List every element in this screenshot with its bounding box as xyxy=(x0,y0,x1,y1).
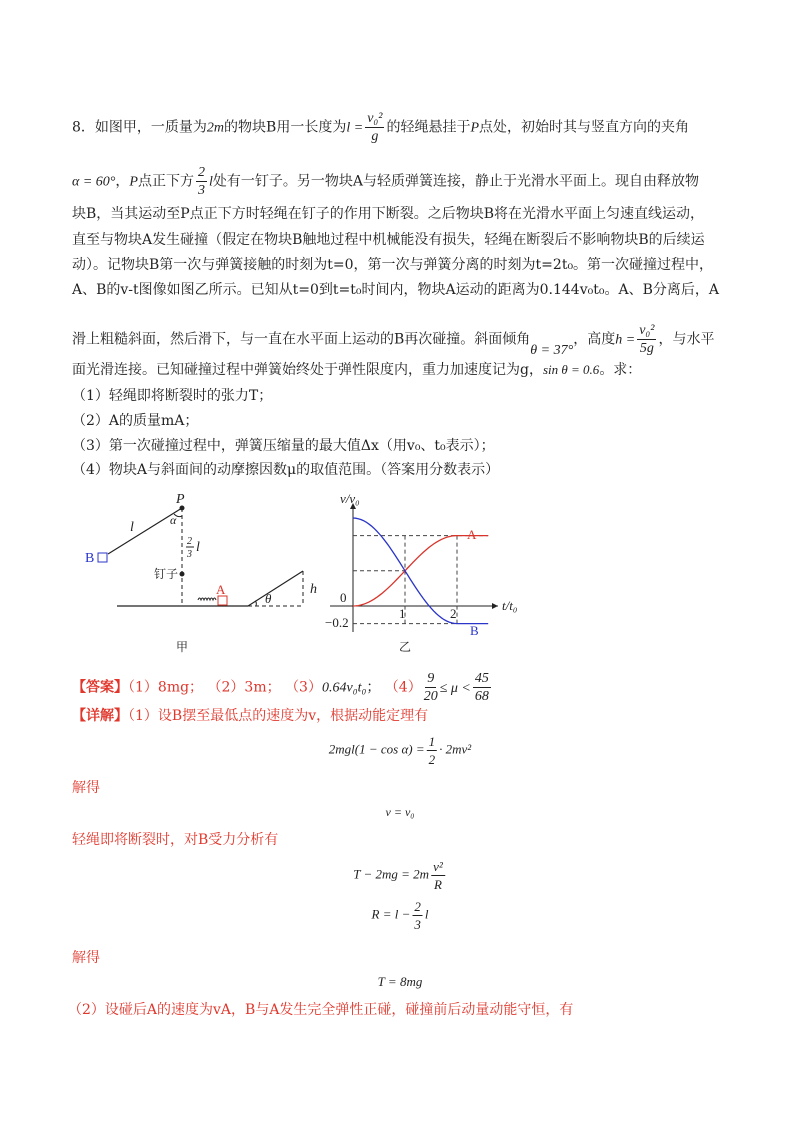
denominator: g xyxy=(371,129,379,144)
numerator: 2 xyxy=(197,165,205,180)
math: l xyxy=(424,906,429,922)
answer-2: （2）3m； xyxy=(207,679,281,696)
denominator: 20 xyxy=(423,689,438,704)
text: ，与水平 xyxy=(658,331,715,348)
nail-point xyxy=(180,572,184,576)
solution-line-2: 轻绳即将断裂时，对B受力分析有 xyxy=(72,832,279,848)
y-axis-label: v/v₀ xyxy=(340,491,360,506)
x-axis-label: t/t₀ xyxy=(502,598,518,613)
math: P xyxy=(470,120,480,136)
x-axis-arrow xyxy=(492,603,498,609)
solution-tag: 【详解】 xyxy=(72,708,128,724)
spring xyxy=(198,598,216,600)
problem-line-6: A、B的v-t图像如图乙所示。已知从t=0到t=t₀时间内，物块A运动的距离为0.144v₀t₀。A、B分离后，A xyxy=(72,282,719,298)
answer-3: 0.64v₀t₀ xyxy=(321,680,367,696)
text: 处有一钉子。另一物块A与轻质弹簧连接，静止于光滑水平面上。现自由释放物 xyxy=(212,173,699,190)
figure-yi-chart xyxy=(330,503,498,632)
text: 滑上粗糙斜面，然后滑下，与一直在水平面上运动的B再次碰撞。斜面倾角 xyxy=(72,331,531,348)
block-a xyxy=(218,596,227,605)
fraction xyxy=(431,858,445,893)
series-label-b: B xyxy=(470,623,479,638)
math: α = 60° xyxy=(72,174,116,190)
problem-line-5: 动）。记物块B第一次与弹簧接触的时刻为t=0，第一次与弹簧分离的时刻为t=2t₀。第一次碰撞过程中， xyxy=(72,257,714,273)
math: θ = 37° xyxy=(530,342,574,358)
caption-jia: 甲 xyxy=(176,640,189,654)
denominator: 68 xyxy=(474,689,489,704)
label-frac-den: 3 xyxy=(187,549,192,560)
text: ，高度 xyxy=(573,331,616,348)
text: 8．如图甲，一质量为 xyxy=(72,119,207,136)
math: 2mgl(1 − cos α) = xyxy=(328,741,425,757)
solution-line-3: （2）设碰后A的速度为vA，B与A发生完全弹性正碰，碰撞前后动量动能守恒，有 xyxy=(68,1002,574,1018)
question-4: （4）物块A与斜面间的动摩擦因数μ的取值范围。（答案用分数表示） xyxy=(72,462,500,478)
question-3: （3）第一次碰撞过程中，弹簧压缩量的最大值Δx（用v₀、t₀表示）； xyxy=(72,438,495,454)
tick-label-neg: −0.2 xyxy=(325,615,349,630)
fraction xyxy=(412,898,423,933)
series-label-a: A xyxy=(467,527,477,542)
tick-label-zero: 0 xyxy=(340,590,347,605)
answer-line xyxy=(72,670,493,705)
text: 的物块B用一长度为 xyxy=(224,119,347,136)
math: T − 2mg = 2m xyxy=(353,866,430,882)
denominator: 5g xyxy=(639,341,654,356)
label-a: A xyxy=(216,582,226,597)
text: 点处，初始时其与竖直方向的夹角 xyxy=(479,119,690,136)
math: 2m xyxy=(206,120,225,136)
equation-t: T = 8mg xyxy=(377,974,423,989)
label-frac-num: 2 xyxy=(187,536,192,547)
denominator: 2 xyxy=(428,752,436,767)
math: h = xyxy=(615,332,636,348)
numerator: 2 xyxy=(414,899,421,914)
denominator: 3 xyxy=(414,917,421,932)
math: P xyxy=(129,174,138,190)
denominator: R xyxy=(433,877,442,892)
answer-4-prefix: （4） xyxy=(384,679,422,696)
label-h: h xyxy=(310,582,317,597)
text: 点正下方 xyxy=(137,173,194,190)
numerator: 1 xyxy=(428,734,436,749)
math: ≤ μ < xyxy=(439,680,471,696)
label-nail: 钉子 xyxy=(154,567,179,581)
label-p: P xyxy=(176,492,185,507)
fraction xyxy=(427,733,438,768)
numerator: v² xyxy=(433,859,443,874)
text: （1）设B摆至最低点的速度为v，根据动能定理有 xyxy=(128,708,429,724)
math: R = l − xyxy=(371,906,411,922)
math: l = xyxy=(346,120,364,136)
numerator: v₀² xyxy=(367,111,383,126)
solve-label: 解得 xyxy=(72,950,100,966)
answer-1: （1）8mg； xyxy=(128,679,204,696)
label-frac-l: l xyxy=(196,540,200,555)
problem-line-4: 直至与物块A发生碰撞（假定在物块B触地过程中机械能没有损失，轻绳在断裂后不影响物块B的后续运 xyxy=(72,232,705,248)
caption-yi: 乙 xyxy=(399,640,412,654)
block-b xyxy=(98,553,107,562)
incline-line xyxy=(248,571,303,606)
equation-energy xyxy=(329,733,471,768)
tick-label-2: 2 xyxy=(450,606,457,621)
numerator: 9 xyxy=(427,671,435,686)
solution-line-1 xyxy=(72,706,428,726)
question-2: （2）A的质量mA； xyxy=(72,413,199,429)
math: l xyxy=(208,174,213,190)
figure-jia xyxy=(98,506,303,606)
answer-4 xyxy=(422,671,493,704)
text: 面光滑连接。已知碰撞过程中弹簧始终处于弹性限度内，重力加速度记为g， xyxy=(72,362,543,378)
fraction xyxy=(424,670,438,705)
equation-v: v = v₀ xyxy=(385,805,415,819)
text: 。求： xyxy=(599,362,642,378)
text: ， xyxy=(115,173,130,190)
problem-line-3: 块B，当其运动至P点正下方时轻绳在钉子的作用下断裂。之后物块B将在光滑水平面上匀速直线运动， xyxy=(72,206,704,222)
label-b: B xyxy=(85,551,95,566)
answer-tag: 【答案】 xyxy=(72,679,128,696)
label-alpha: α xyxy=(170,513,177,527)
tick-label-1: 1 xyxy=(399,606,406,621)
denominator: 3 xyxy=(197,183,205,198)
equation-tension xyxy=(353,858,447,893)
text: 的轻绳悬挂于 xyxy=(386,119,471,136)
question-1: （1）轻绳即将断裂时的张力T； xyxy=(72,388,273,404)
math: · 2mv² xyxy=(439,741,472,757)
answer-3-prefix: （3） xyxy=(285,679,322,696)
numerator: v₀² xyxy=(639,323,655,338)
label-l: l xyxy=(130,520,134,535)
numerator: 45 xyxy=(474,671,489,686)
fraction xyxy=(473,670,491,705)
math: sin θ = 0.6 xyxy=(542,362,600,377)
solve-label: 解得 xyxy=(72,780,100,796)
text: ； xyxy=(366,679,381,696)
equation-radius xyxy=(372,898,429,933)
label-theta: θ xyxy=(265,591,272,606)
